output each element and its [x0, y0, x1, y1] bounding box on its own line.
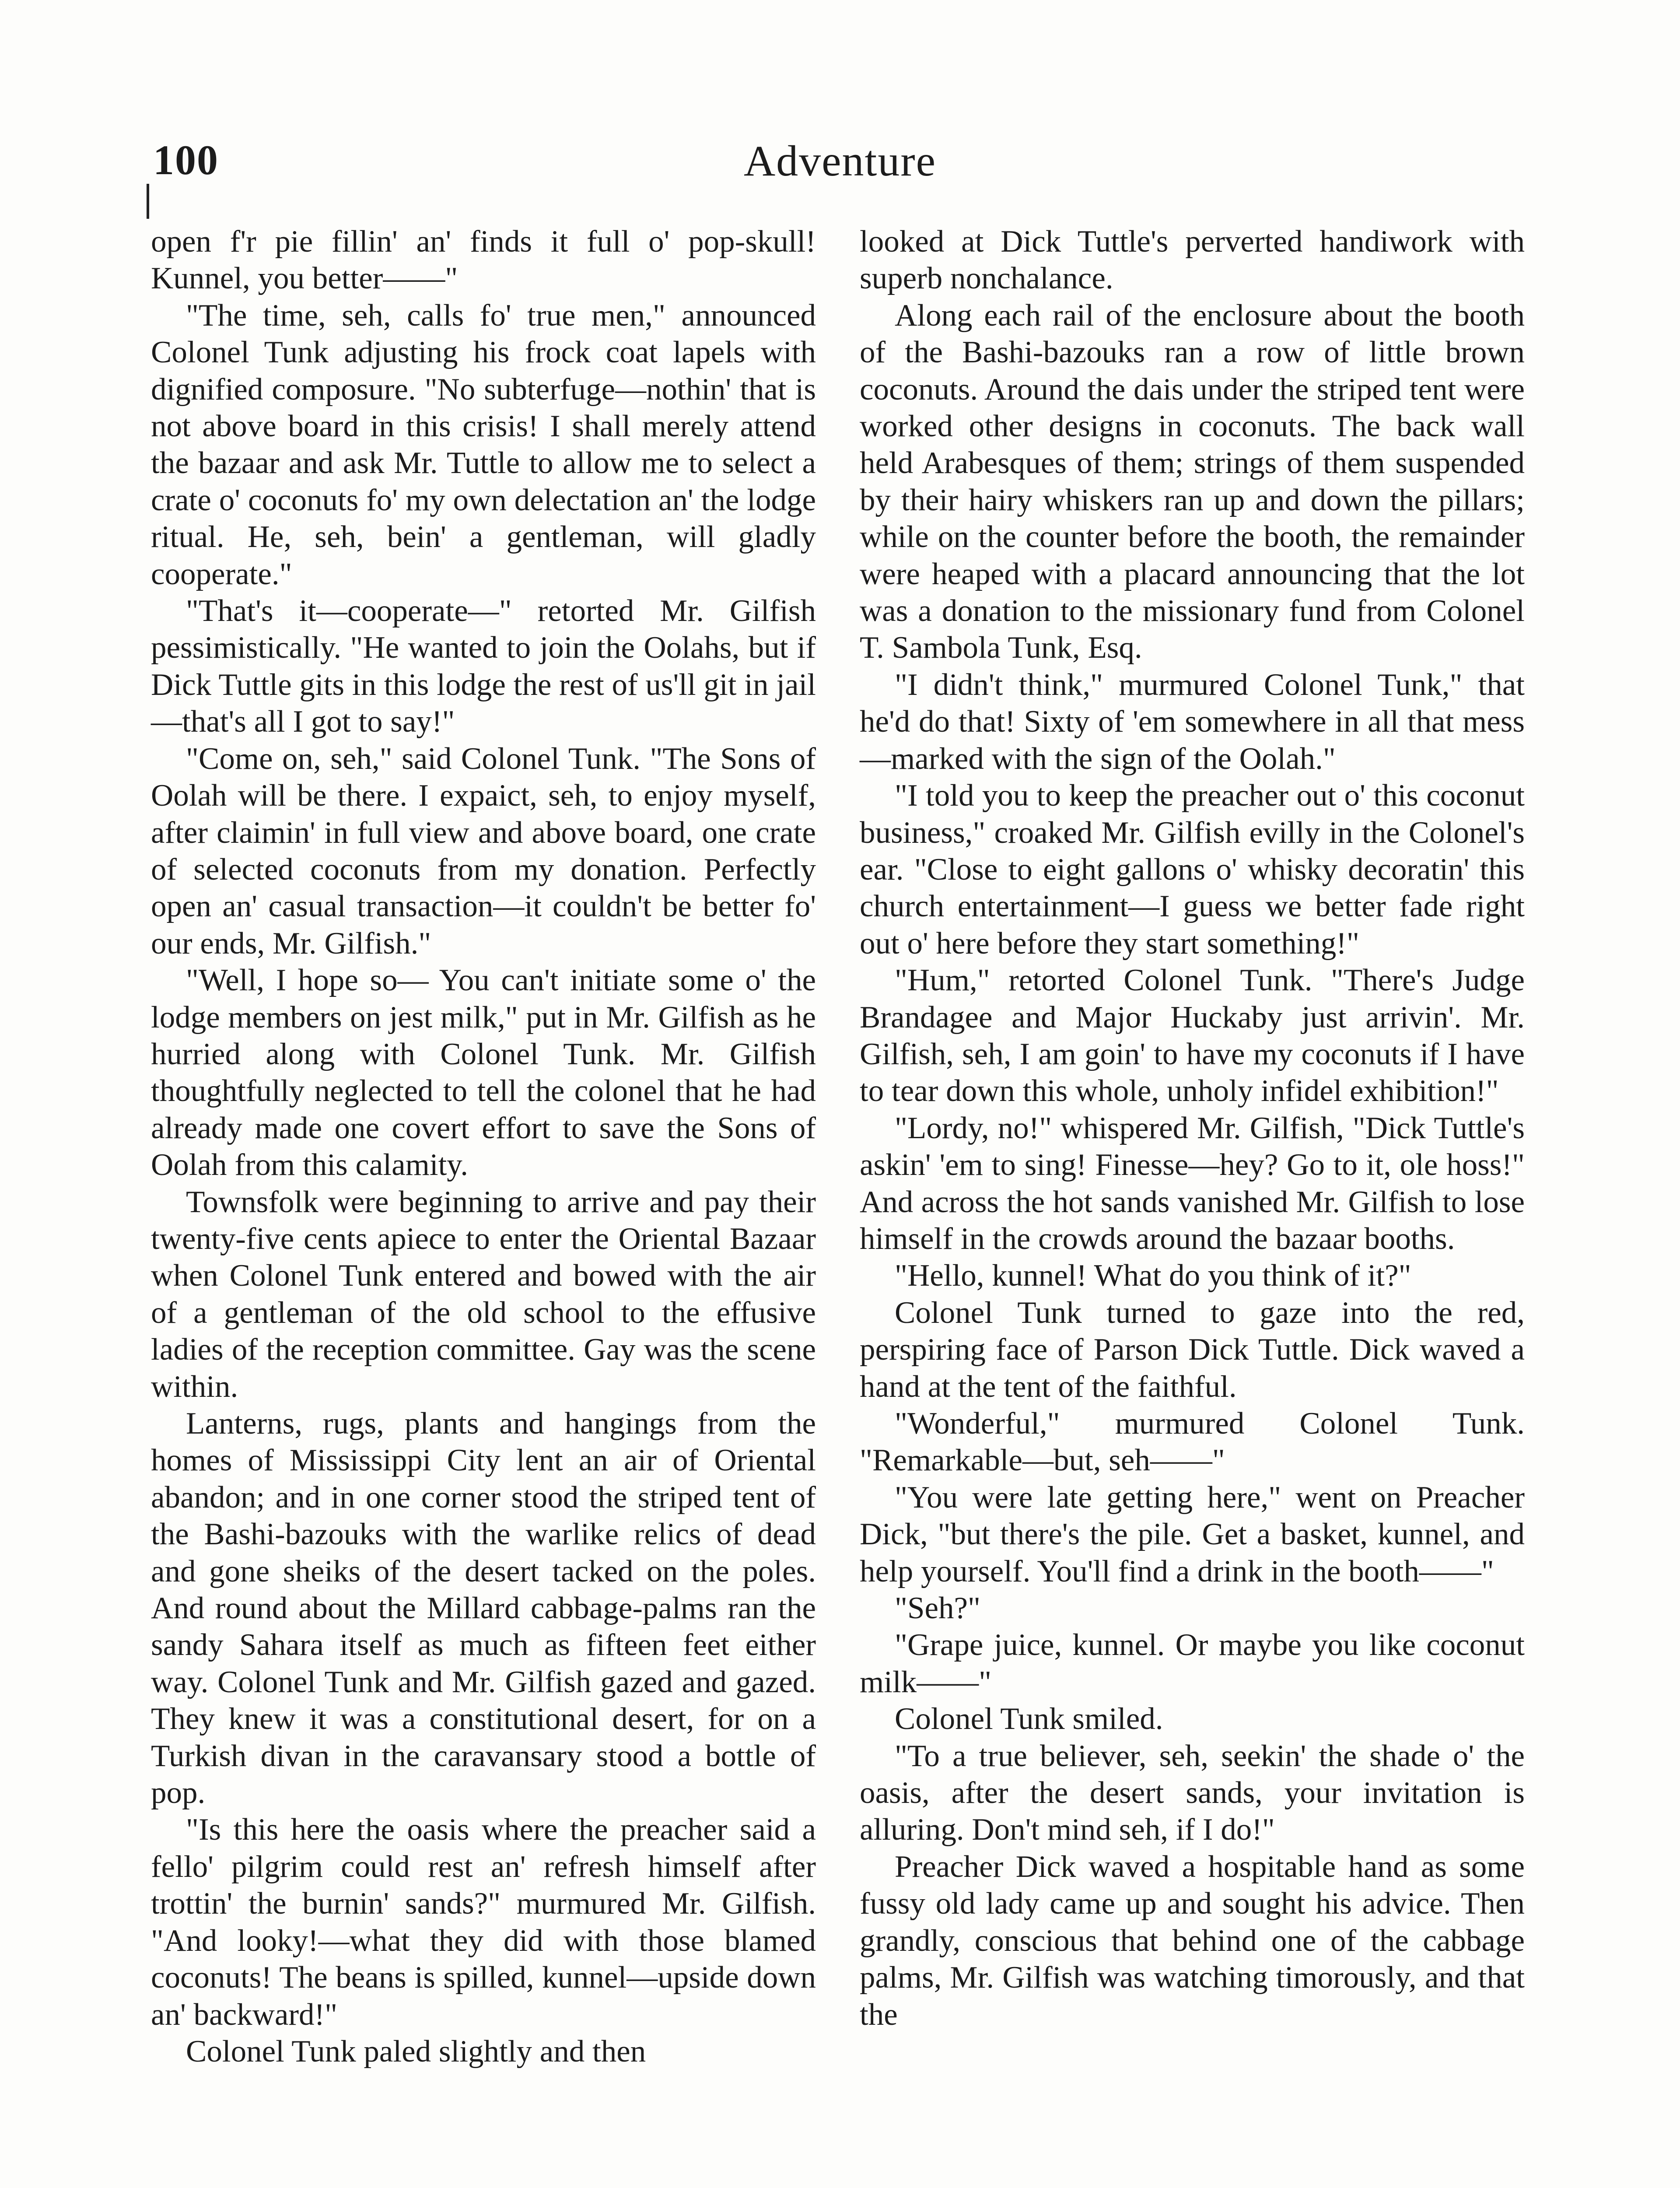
right-column [860, 223, 1525, 2033]
paragraph: Lanterns, rugs, plants and hangings from the homes of Mississippi City lent an air of Oriental abandon; and in one corner stood the striped tent of the Bashi-bazouks with the warlike relics of dead and gone sheiks of the desert tacked on the poles. And round about the Millard cabbage-palms ran the sandy Sahara itself as much as fifteen feet either way. Colonel Tunk and Mr. Gilfish gazed and gazed. They knew it was a constitutional desert, for on a Turkish divan in the caravansary stood a bottle of pop. [151, 1406, 816, 1810]
paragraph: Preacher Dick waved a hospitable hand as some fussy old lady came up and sought his advice. Then grandly, conscious that behind one of the cabbage palms, Mr. Gilfish was watching timorously, and that the [860, 1849, 1525, 2032]
paragraph: "Wonderful," murmured Colonel Tunk. "Remarkable—but, seh——" [860, 1406, 1525, 1478]
paragraph: Colonel Tunk paled slightly and then [186, 2034, 646, 2069]
paragraph: Colonel Tunk turned to gaze into the red, perspiring face of Parson Dick Tuttle. Dick waved a hand at the tent of the faithful. [860, 1295, 1525, 1404]
running-title: Adventure [743, 137, 937, 185]
paragraph: Colonel Tunk smiled. [895, 1702, 1163, 1736]
page-number: 100 [153, 137, 219, 183]
paragraph: "Well, I hope so— You can't initiate some o' the lodge members on jest milk," put in Mr. Gilfish as he hurried along with Colonel Tunk. Mr. Gilfish thoughtfully neglected to tell the colonel that he had already made one covert effort to save the Sons of Oolah from this calamity. [151, 963, 816, 1182]
paragraph: "To a true believer, seh, seekin' the shade o' the oasis, after the desert sands, your invitation is alluring. Don't mind seh, if I do!" [860, 1739, 1525, 1847]
paragraph: "The time, seh, calls fo' true men," announced Colonel Tunk adjusting his frock coat lapels with dignified composure. "No subterfuge—nothin' that is not above board in this crisis! I shall merely attend the bazaar and ask Mr. Tuttle to allow me to select a crate o' coconuts fo' my own delectation an' the lodge ritual. He, seh, bein' a gentleman, will gladly cooperate." [151, 298, 816, 591]
paragraph: "I didn't think," murmured Colonel Tunk," that he'd do that! Sixty of 'em somewhere in all that mess—marked with the sign of the Oolah." [860, 667, 1525, 776]
paragraph: "Hello, kunnel! What do you think of it?" [895, 1259, 1411, 1293]
paragraph: "That's it—cooperate—" retorted Mr. Gilfish pessimistically. "He wanted to join the Oolahs, but if Dick Tuttle gits in this lodge the rest of us'll git in jail—that's all I got to say!" [151, 594, 816, 739]
paragraph: "Grape juice, kunnel. Or maybe you like coconut milk——" [860, 1628, 1525, 1699]
page-header [149, 127, 1531, 197]
paragraph: "Is this here the oasis where the preacher said a fello' pilgrim could rest an' refresh himself after trottin' the burnin' sands?" murmured Mr. Gilfish. "And looky!—what they did with those blamed coconuts! The beans is spilled, kunnel—upside down an' backward!" [151, 1813, 816, 2032]
paragraph: looked at Dick Tuttle's perverted handiwork with superb nonchalance. [860, 224, 1525, 296]
paragraph: "Hum," retorted Colonel Tunk. "There's Judge Brandagee and Major Huckaby just arrivin'. Mr. Gilfish, seh, I am goin' to have my coconuts if I have to tear down this whole, unholy infidel exhibition!" [860, 963, 1525, 1108]
paragraph: "You were late getting here," went on Preacher Dick, "but there's the pile. Get a basket, kunnel, and help yourself. You'll find a drink in the booth——" [860, 1480, 1525, 1588]
margin-rule [147, 184, 149, 219]
paragraph: "I told you to keep the preacher out o' this coconut business," croaked Mr. Gilfish evilly in the Colonel's ear. "Close to eight gallons o' whisky decoratin' this church entertainment—I guess we better fade right out o' here before they start something!" [860, 778, 1525, 961]
paragraph: open f'r pie fillin' an' finds it full o' pop-skull! Kunnel, you better——" [151, 224, 816, 296]
paragraph: "Seh?" [895, 1591, 980, 1626]
paragraph: Townsfolk were beginning to arrive and pay their twenty-five cents apiece to enter the Oriental Bazaar when Colonel Tunk entered and bowed with the air of a gentleman of the old school to the effusive ladies of the reception committee. Gay was the scene within. [151, 1185, 816, 1404]
left-column [151, 223, 816, 2070]
paragraph: Along each rail of the enclosure about the booth of the Bashi-bazouks ran a row of little brown coconuts. Around the dais under the striped tent were worked other designs in coconuts. The back wall held Arabesques of them; strings of them suspended by their hairy whiskers ran up and down the pillars; while on the counter before the booth, the remainder were heaped with a placard announcing that the lot was a donation to the missionary fund from Colonel T. Sambola Tunk, Esq. [860, 298, 1525, 665]
paragraph: "Lordy, no!" whispered Mr. Gilfish, "Dick Tuttle's askin' 'em to sing! Finesse—hey? Go to it, ole hoss!" And across the hot sands vanished Mr. Gilfish to lose himself in the crowds around the bazaar booths. [860, 1111, 1525, 1256]
paragraph: "Come on, seh," said Colonel Tunk. "The Sons of Oolah will be there. I expaict, seh, to enjoy myself, after claimin' in full view and above board, one crate of selected coconuts from my donation. Perfectly open an' casual transaction—it couldn't be better fo' our ends, Mr. Gilfish." [151, 741, 816, 961]
